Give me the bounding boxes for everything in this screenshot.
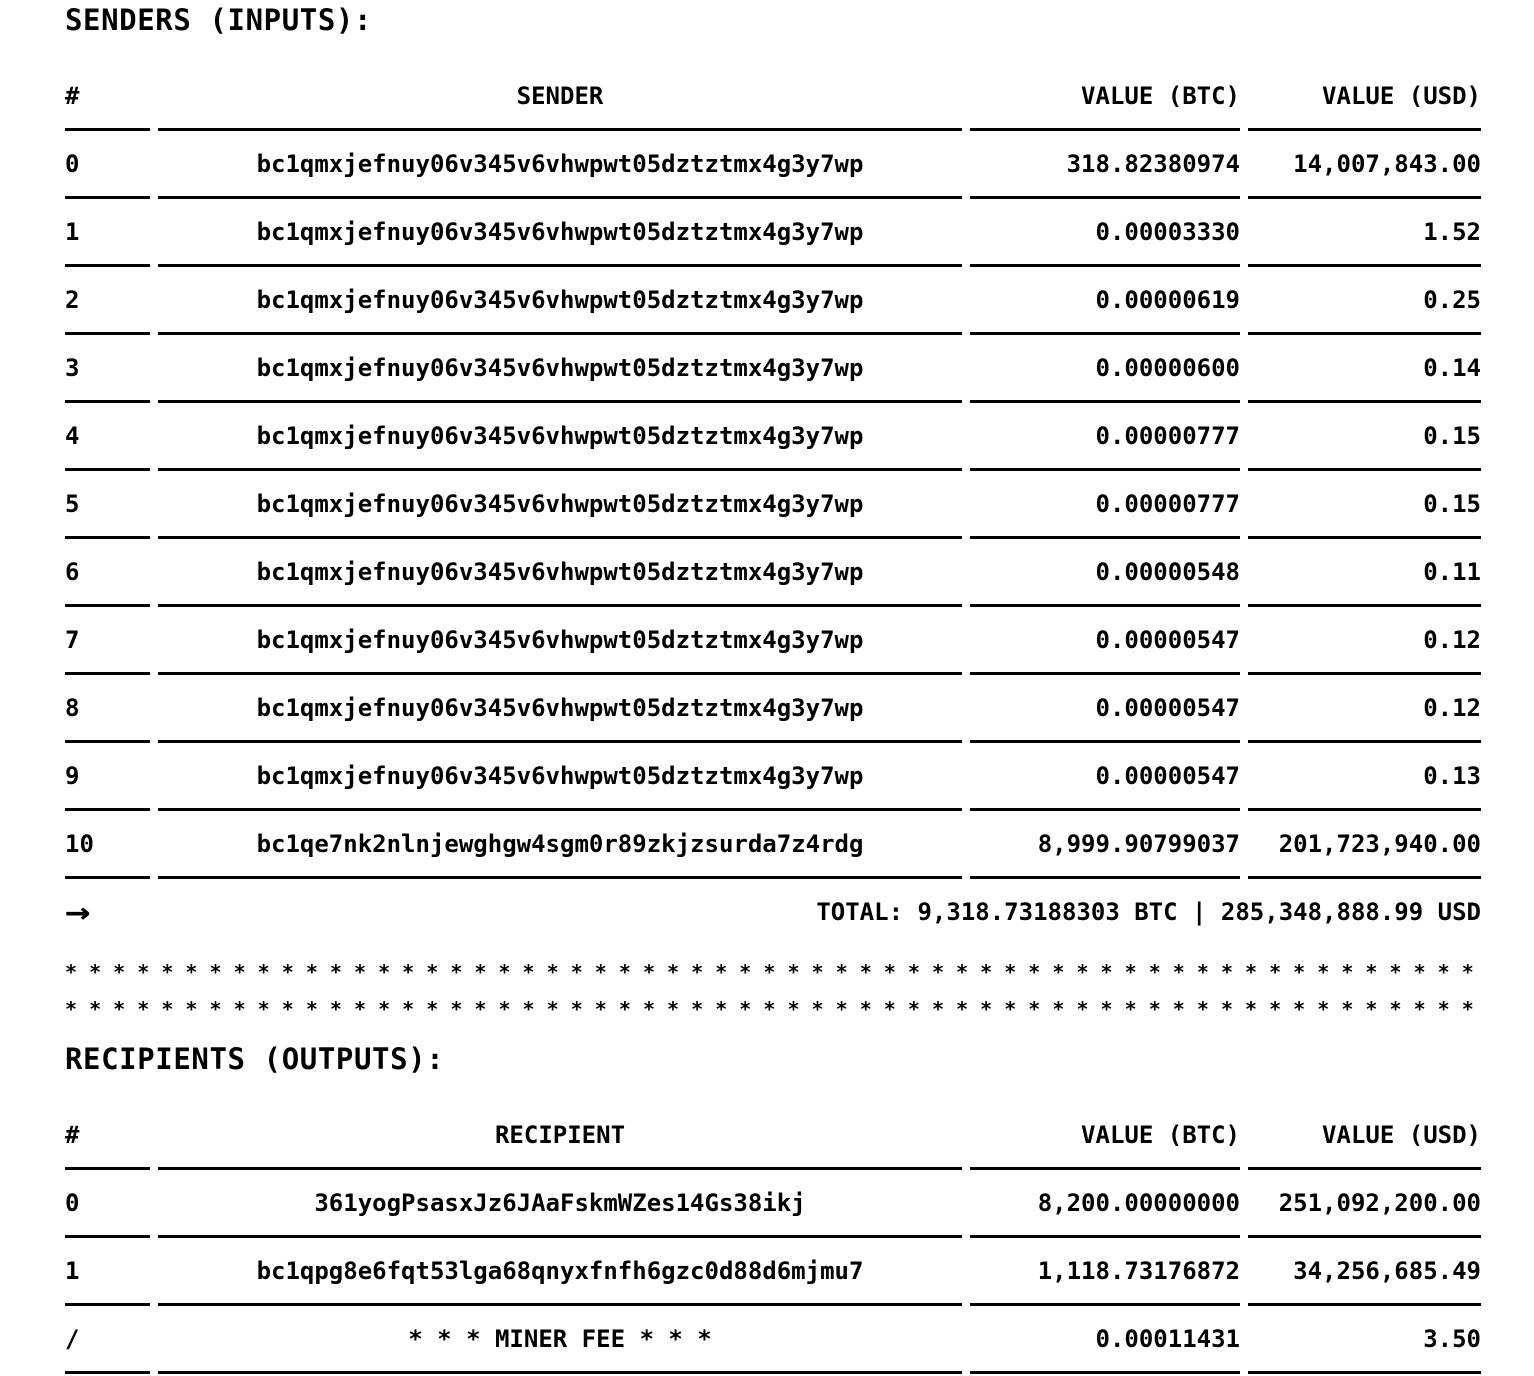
sender-address: bc1qmxjefnuy06v345v6vhwpwt05dztztmx4g3y7wp	[158, 539, 962, 607]
sender-index: 5	[65, 471, 150, 539]
section-separator	[65, 954, 1481, 1028]
table-row	[65, 675, 1481, 743]
separator-asterisk-line: * * * * * * * * * * * * * * * * * * * * * * * * * * * * * * * * * * * * * * * * * * * * * * * * * * * * * * * * * * *	[65, 997, 1474, 1021]
recipients-header-index: #	[65, 1102, 150, 1170]
senders-header-row	[65, 63, 1481, 131]
table-row	[65, 471, 1481, 539]
sender-address: bc1qmxjefnuy06v345v6vhwpwt05dztztmx4g3y7wp	[158, 267, 962, 335]
sender-address: bc1qmxjefnuy06v345v6vhwpwt05dztztmx4g3y7wp	[158, 403, 962, 471]
sender-value-usd: 0.13	[1248, 743, 1481, 811]
recipients-section-title: RECIPIENTS (OUTPUTS):	[65, 1042, 445, 1076]
separator-asterisk-line: * * * * * * * * * * * * * * * * * * * * * * * * * * * * * * * * * * * * * * * * * * * * * * * * * * * * * * * * * * *	[65, 960, 1474, 984]
table-row	[65, 607, 1481, 675]
sender-address: bc1qmxjefnuy06v345v6vhwpwt05dztztmx4g3y7wp	[158, 199, 962, 267]
recipient-address: 361yogPsasxJz6JAaFskmWZes14Gs38ikj	[158, 1170, 962, 1238]
table-row	[65, 131, 1481, 199]
sender-value-usd: 0.15	[1248, 403, 1481, 471]
recipients-table	[57, 1102, 1489, 1374]
sender-index: 0	[65, 131, 150, 199]
recipients-header-row	[65, 1102, 1481, 1170]
table-row	[65, 743, 1481, 811]
sender-index: 3	[65, 335, 150, 403]
senders-table	[57, 63, 1489, 879]
recipients-header-value-btc: VALUE (BTC)	[970, 1102, 1240, 1170]
recipient-value-usd: 251,092,200.00	[1248, 1170, 1481, 1238]
sender-value-btc: 0.00000547	[970, 675, 1240, 743]
recipient-value-btc: 8,200.00000000	[970, 1170, 1240, 1238]
right-arrow-icon: →	[65, 891, 91, 932]
sender-address: bc1qe7nk2nlnjewghgw4sgm0r89zkjzsurda7z4rdg	[158, 811, 962, 879]
sender-value-usd: 14,007,843.00	[1248, 131, 1481, 199]
table-row	[65, 1170, 1481, 1238]
recipients-header-recipient: RECIPIENT	[158, 1102, 962, 1170]
senders-total-text: TOTAL: 9,318.73188303 BTC | 285,348,888.99 USD	[816, 897, 1481, 926]
sender-value-btc: 8,999.90799037	[970, 811, 1240, 879]
recipient-value-btc: 1,118.73176872	[970, 1238, 1240, 1306]
table-row	[65, 335, 1481, 403]
recipients-header-value-usd: VALUE (USD)	[1248, 1102, 1481, 1170]
recipient-index: 1	[65, 1238, 150, 1306]
miner-fee-value-usd: 3.50	[1248, 1306, 1481, 1374]
sender-index: 2	[65, 267, 150, 335]
sender-address: bc1qmxjefnuy06v345v6vhwpwt05dztztmx4g3y7wp	[158, 335, 962, 403]
senders-total-row	[65, 879, 1481, 944]
sender-value-btc: 0.00003330	[970, 199, 1240, 267]
senders-header-sender: SENDER	[158, 63, 962, 131]
sender-value-btc: 0.00000547	[970, 743, 1240, 811]
sender-value-usd: 0.14	[1248, 335, 1481, 403]
sender-value-usd: 0.12	[1248, 607, 1481, 675]
sender-value-usd: 0.15	[1248, 471, 1481, 539]
recipient-index: 0	[65, 1170, 150, 1238]
sender-address: bc1qmxjefnuy06v345v6vhwpwt05dztztmx4g3y7wp	[158, 675, 962, 743]
sender-value-usd: 201,723,940.00	[1248, 811, 1481, 879]
table-row	[65, 267, 1481, 335]
sender-index: 4	[65, 403, 150, 471]
sender-index: 8	[65, 675, 150, 743]
sender-value-btc: 0.00000777	[970, 471, 1240, 539]
miner-fee-row	[65, 1306, 1481, 1374]
senders-header-index: #	[65, 63, 150, 131]
table-row	[65, 403, 1481, 471]
sender-index: 10	[65, 811, 150, 879]
sender-address: bc1qmxjefnuy06v345v6vhwpwt05dztztmx4g3y7wp	[158, 131, 962, 199]
table-row	[65, 811, 1481, 879]
miner-fee-index: /	[65, 1306, 150, 1374]
table-row	[65, 539, 1481, 607]
sender-index: 9	[65, 743, 150, 811]
sender-address: bc1qmxjefnuy06v345v6vhwpwt05dztztmx4g3y7wp	[158, 743, 962, 811]
senders-header-value-usd: VALUE (USD)	[1248, 63, 1481, 131]
sender-address: bc1qmxjefnuy06v345v6vhwpwt05dztztmx4g3y7wp	[158, 471, 962, 539]
sender-value-usd: 1.52	[1248, 199, 1481, 267]
sender-value-btc: 318.82380974	[970, 131, 1240, 199]
sender-value-btc: 0.00000600	[970, 335, 1240, 403]
sender-index: 6	[65, 539, 150, 607]
senders-section-title: SENDERS (INPUTS):	[65, 3, 373, 37]
sender-value-btc: 0.00000548	[970, 539, 1240, 607]
senders-header-value-btc: VALUE (BTC)	[970, 63, 1240, 131]
recipient-value-usd: 34,256,685.49	[1248, 1238, 1481, 1306]
sender-value-btc: 0.00000777	[970, 403, 1240, 471]
table-row	[65, 1238, 1481, 1306]
sender-value-usd: 0.11	[1248, 539, 1481, 607]
table-row	[65, 199, 1481, 267]
sender-address: bc1qmxjefnuy06v345v6vhwpwt05dztztmx4g3y7wp	[158, 607, 962, 675]
sender-value-usd: 0.12	[1248, 675, 1481, 743]
miner-fee-label: * * * MINER FEE * * *	[158, 1306, 962, 1374]
miner-fee-value-btc: 0.00011431	[970, 1306, 1240, 1374]
sender-value-btc: 0.00000619	[970, 267, 1240, 335]
sender-index: 7	[65, 607, 150, 675]
sender-value-btc: 0.00000547	[970, 607, 1240, 675]
sender-value-usd: 0.25	[1248, 267, 1481, 335]
sender-index: 1	[65, 199, 150, 267]
recipient-address: bc1qpg8e6fqt53lga68qnyxfnfh6gzc0d88d6mjmu7	[158, 1238, 962, 1306]
